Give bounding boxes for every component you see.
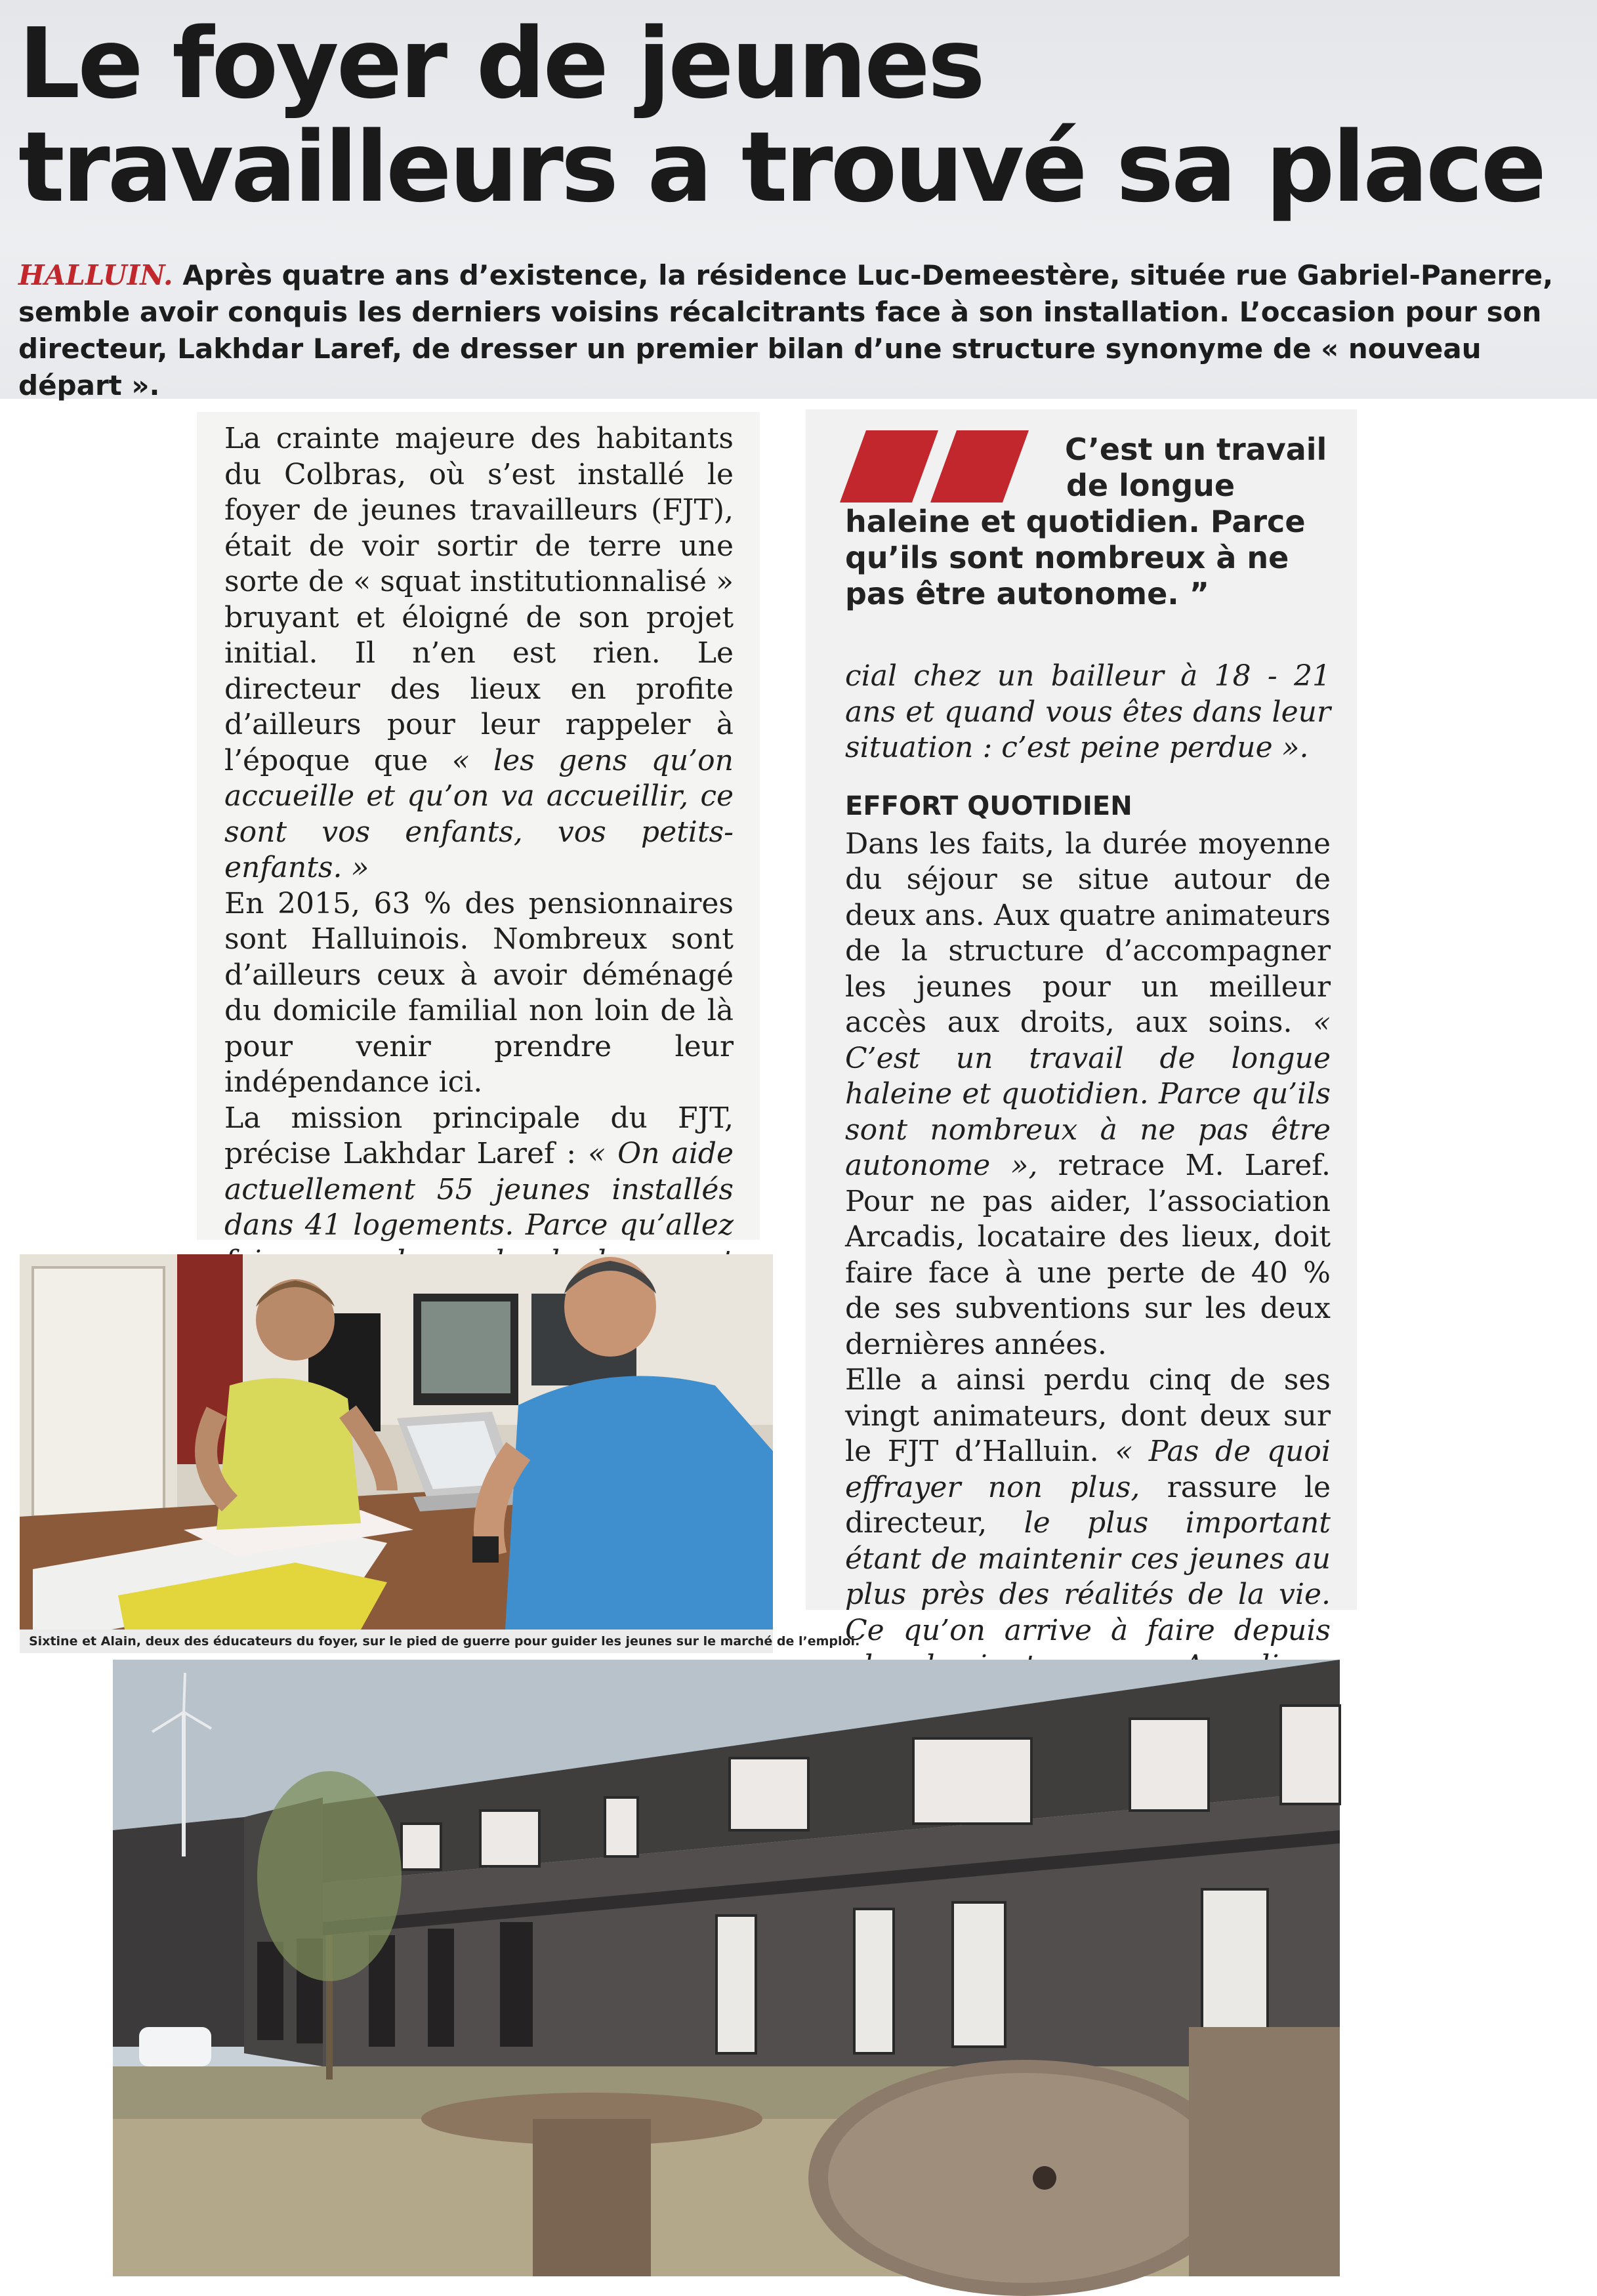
pull-quote bbox=[845, 409, 1331, 659]
article-column-1 bbox=[197, 412, 760, 1240]
paragraph-text: retrace M. Laref. Pour ne pas aider, l’association Arcadis, locataire des lieux, doit faire face à une perte de 40 % de ses subventions sur les deux dernières années. bbox=[845, 1149, 1331, 1361]
headline bbox=[18, 7, 1580, 224]
pull-quote-line: de longue bbox=[1066, 468, 1235, 503]
paragraph-text: La crainte majeure des habitants du Colbras, où s’est installé le foyer de jeunes travailleurs (FJT), était de voir sortir de terre une sorte de « squat institutionnalisé » bruyant et éloigné de son projet initial. Il n’en est rien. Le directeur des lieux en profite d’ailleurs pour leur rappeler à l’époque que bbox=[224, 422, 734, 777]
paragraph-text: rassure le directeur, bbox=[845, 1470, 1331, 1540]
building-photo-illustration bbox=[113, 1660, 1340, 2276]
paragraph-text: Elle a ainsi perdu cinq de ses vingt animateurs, dont deux sur le FJT d’Halluin. bbox=[845, 1363, 1331, 1468]
quote-text: le plus important étant de maintenir ces jeunes au plus près des réalités de la vie. Ce qu’on arrive à faire depuis bbox=[845, 1506, 1331, 1647]
pull-quote-line: C’est un travail bbox=[1065, 432, 1327, 467]
office-photo bbox=[20, 1254, 773, 1630]
photo-caption: Sixtine et Alain, deux des éducateurs du foyer, sur le pied de guerre pour guider les jeunes sur le marché de l’emploi. bbox=[20, 1630, 773, 1653]
paragraph-text: La mission principale du FJT, précise Lakhdar Laref : bbox=[224, 1101, 734, 1170]
dateline-city: HALLUIN. bbox=[18, 259, 173, 291]
article-header bbox=[0, 0, 1597, 399]
pull-quote-rest: haleine et quotidien. Parce qu’ils sont nombreux à ne pas être autonome. ” bbox=[845, 504, 1306, 611]
headline-line-1: Le foyer de jeunes bbox=[18, 7, 983, 120]
quote-text: « On aide actuellement 55 jeunes installés dans 41 logements. Parce qu’allez bbox=[224, 1137, 734, 1242]
quote-text: « C’est un travail de longue haleine et quotidien. Parce qu’ils sont nombreux à ne pas être autonome », bbox=[845, 1006, 1331, 1182]
office-photo-illustration bbox=[20, 1254, 773, 1630]
section-title: EFFORT QUOTIDIEN bbox=[845, 790, 1132, 821]
quote-text: « Pas de quoi effrayer non plus, bbox=[845, 1435, 1331, 1504]
standfirst-text: Après quatre ans d’existence, la résidence Luc-Demeestère, située rue Gabriel-Panerre, semble avoir conquis les derniers voisins récalcitrants face à son installation. L’occasion pour son directeur, Lakhdar Laref, de dresser un premier bilan d’une structure synonyme de « nouveau départ ». bbox=[18, 259, 1554, 401]
paragraph bbox=[224, 421, 734, 886]
article-column-2 bbox=[806, 409, 1357, 1647]
headline-line-2: travailleurs a trouvé sa place bbox=[18, 111, 1545, 224]
standfirst bbox=[18, 257, 1580, 404]
pull-quote-text bbox=[845, 432, 1344, 612]
paragraph: En 2015, 63 % des pensionnaires sont Halluinois. Nombreux sont d’ailleurs ceux à avoir déménagé du domicile familial non loin de là pour venir prendre leur indépendance ici. bbox=[224, 886, 734, 1099]
paragraph bbox=[845, 827, 1331, 1363]
quote-text: cial chez un bailleur à 18 - 21 ans et quand vous êtes dans leur situation : c’est peine perdue ». bbox=[845, 659, 1331, 764]
paragraph bbox=[845, 659, 1331, 766]
quote-text: « les gens qu’on accueille et qu’on va accueillir, ce sont vos enfants, vos petits-enfants. » bbox=[224, 743, 734, 884]
building-photo bbox=[113, 1660, 1340, 2276]
paragraph-text: Dans les faits, la durée moyenne du séjour se situe autour de deux ans. Aux quatre animateurs de la structure d’accompagner les jeunes pour un meilleur accès aux droits, aux soins. bbox=[845, 827, 1331, 1039]
